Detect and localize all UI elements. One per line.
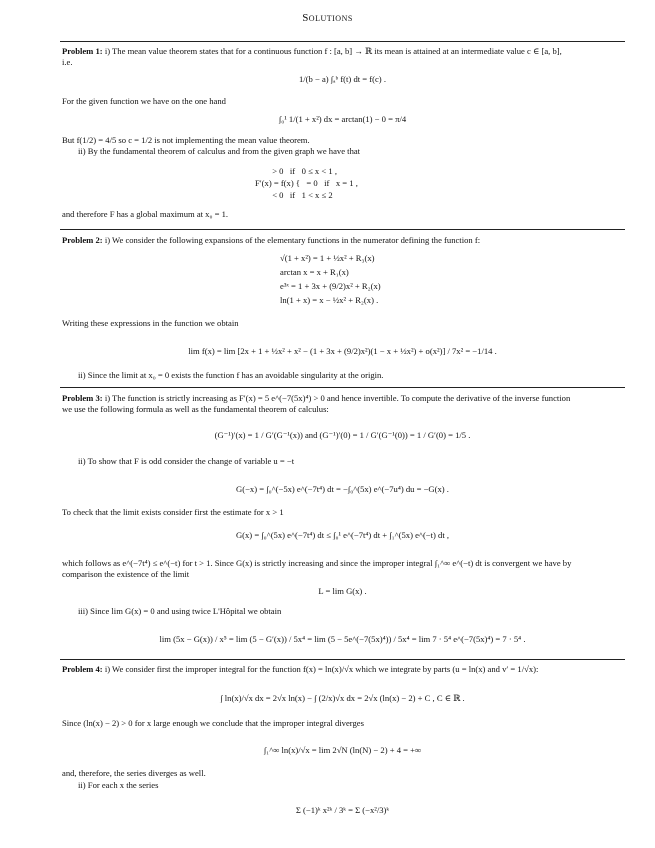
problem-2-line: Problem 2: i) We consider the following expansions of the elementary functions in the numerator defining the function f: [62,235,481,245]
problem-1-label: Problem 1: [62,46,103,56]
problem-3-line: comparison the existence of the limit [62,569,190,579]
arctan-integral-equation: ∫₀¹ 1/(1 + x²) dx = arctan(1) − 0 = π/4 [278,114,407,124]
derivative-cases-equation: < 0 if 1 < x ≤ 2 [255,190,333,200]
problem-2-line: ii) Since the limit at x₀ = 0 exists the function f has an avoidable singularity at the origin. [78,370,384,380]
limit-L-equation: L = lim G(x) . [318,586,367,596]
problem-4-line: ii) For each x the series [78,780,159,790]
lhopital-equation: lim (5x − G(x)) / x⁵ = lim (5 − G′(x)) / 5x⁴ = lim (5 − 5e^(−7(5x)⁴)) / 5x⁴ = lim 7 · 5⁴ e^(−7(5x)⁴) = 7 · 5⁴ . [159,634,526,644]
section-divider [60,387,625,388]
expansion-equation: arctan x = x + R₁(x) [280,267,349,277]
problem-3-line: which follows as e^(−7t⁴) ≤ e^(−t) for t > 1. Since G(x) is strictly increasing and since the improper integral ∫₁^∞ e^(−t) dt is convergent we have by [62,558,572,568]
page-title: Solutions [302,12,353,24]
expansion-equation: √(1 + x²) = 1 + ½x² + R₃(x) [280,253,375,263]
derivative-cases-equation: F′(x) = f(x) { = 0 if x = 1 , [255,178,358,188]
improper-integral-equation: ∫₁^∞ ln(x)/√x = lim 2√N (ln(N) − 2) + 4 = +∞ [263,745,422,755]
expansion-equation: e³ˣ = 1 + 3x + (9/2)x² + R₂(x) [280,281,381,291]
problem-3-line: iii) Since lim G(x) = 0 and using twice L'Hôpital we obtain [78,606,282,616]
mean-value-equation: 1/(b − a) ∫ₐᵇ f(t) dt = f(c) . [299,74,386,84]
integration-by-parts-equation: ∫ ln(x)/√x dx = 2√x ln(x) − ∫ (2/x)√x dx = 2√x (ln(x) − 2) + C , C ∈ ℝ . [220,693,465,703]
limit-equation: lim f(x) = lim [2x + 1 + ½x² + x² − (1 + 3x + (9/2)x²)(1 − x + ½x²) + o(x²)] / 7x² = −1/14 . [188,346,497,356]
odd-function-equation: G(−x) = ∫₀^(−5x) e^(−7t⁴) dt = −∫₀^(5x) e^(−7u⁴) du = −G(x) . [236,484,449,494]
problem-1-line: But f(1/2) = 4/5 so c = 1/2 is not implementing the mean value theorem. [62,135,310,145]
estimate-equation: G(x) = ∫₀^(5x) e^(−7t⁴) dt ≤ ∫₀¹ e^(−7t⁴) dt + ∫₁^(5x) e^(−t) dt , [235,530,450,540]
problem-2-label: Problem 2: [62,235,103,245]
problem-1-line: ii) By the fundamental theorem of calculus and from the given graph we have that [78,146,361,156]
section-divider [60,659,625,660]
problem-3-line: Problem 3: i) The function is strictly increasing as F′(x) = 5 e^(−7(5x)⁴) > 0 and hence invertible. To compute the derivative of the inverse function [62,393,571,403]
problem-1-line: For the given function we have on the one hand [62,96,226,106]
problem-4-line: Since (ln(x) − 2) > 0 for x large enough we conclude that the improper integral diverges [62,718,364,728]
problem-4-line: and, therefore, the series diverges as well. [62,768,206,778]
problem-1-line: Problem 1: i) The mean value theorem states that for a continuous function f : [a, b] → ℝ its mean is attained at an intermediate value c ∈ [a, b], [62,46,562,56]
problem-3-line: To check that the limit exists consider first the estimate for x > 1 [62,507,284,517]
inverse-derivative-equation: (G⁻¹)′(x) = 1 / G′(G⁻¹(x)) and (G⁻¹)′(0) = 1 / G′(G⁻¹(0)) = 1 / G′(0) = 1/5 . [214,430,471,440]
expansion-equation: ln(1 + x) = x − ½x² + R₂(x) . [280,295,379,305]
problem-3-line: ii) To show that F is odd consider the change of variable u = −t [78,456,295,466]
problem-3-label: Problem 3: [62,393,103,403]
section-divider [60,229,625,230]
problem-1-line: and therefore F has a global maximum at x₀ = 1. [62,209,229,219]
problem-2-line: Writing these expressions in the function we obtain [62,318,239,328]
problem-3-line: we use the following formula as well as the fundamental theorem of calculus: [62,404,329,414]
problem-1-line: i.e. [62,57,73,67]
problem-4-label: Problem 4: [62,664,103,674]
section-divider [60,41,625,42]
problem-4-line: Problem 4: i) We consider first the improper integral for the function f(x) = ln(x)/√x which we integrate by parts (u = ln(x) and v′ = 1/√x): [62,664,539,674]
series-equation: Σ (−1)ᵏ x²ᵏ / 3ᵏ = Σ (−x²/3)ᵏ [295,805,390,815]
derivative-cases-equation: > 0 if 0 ≤ x < 1 , [255,166,337,176]
